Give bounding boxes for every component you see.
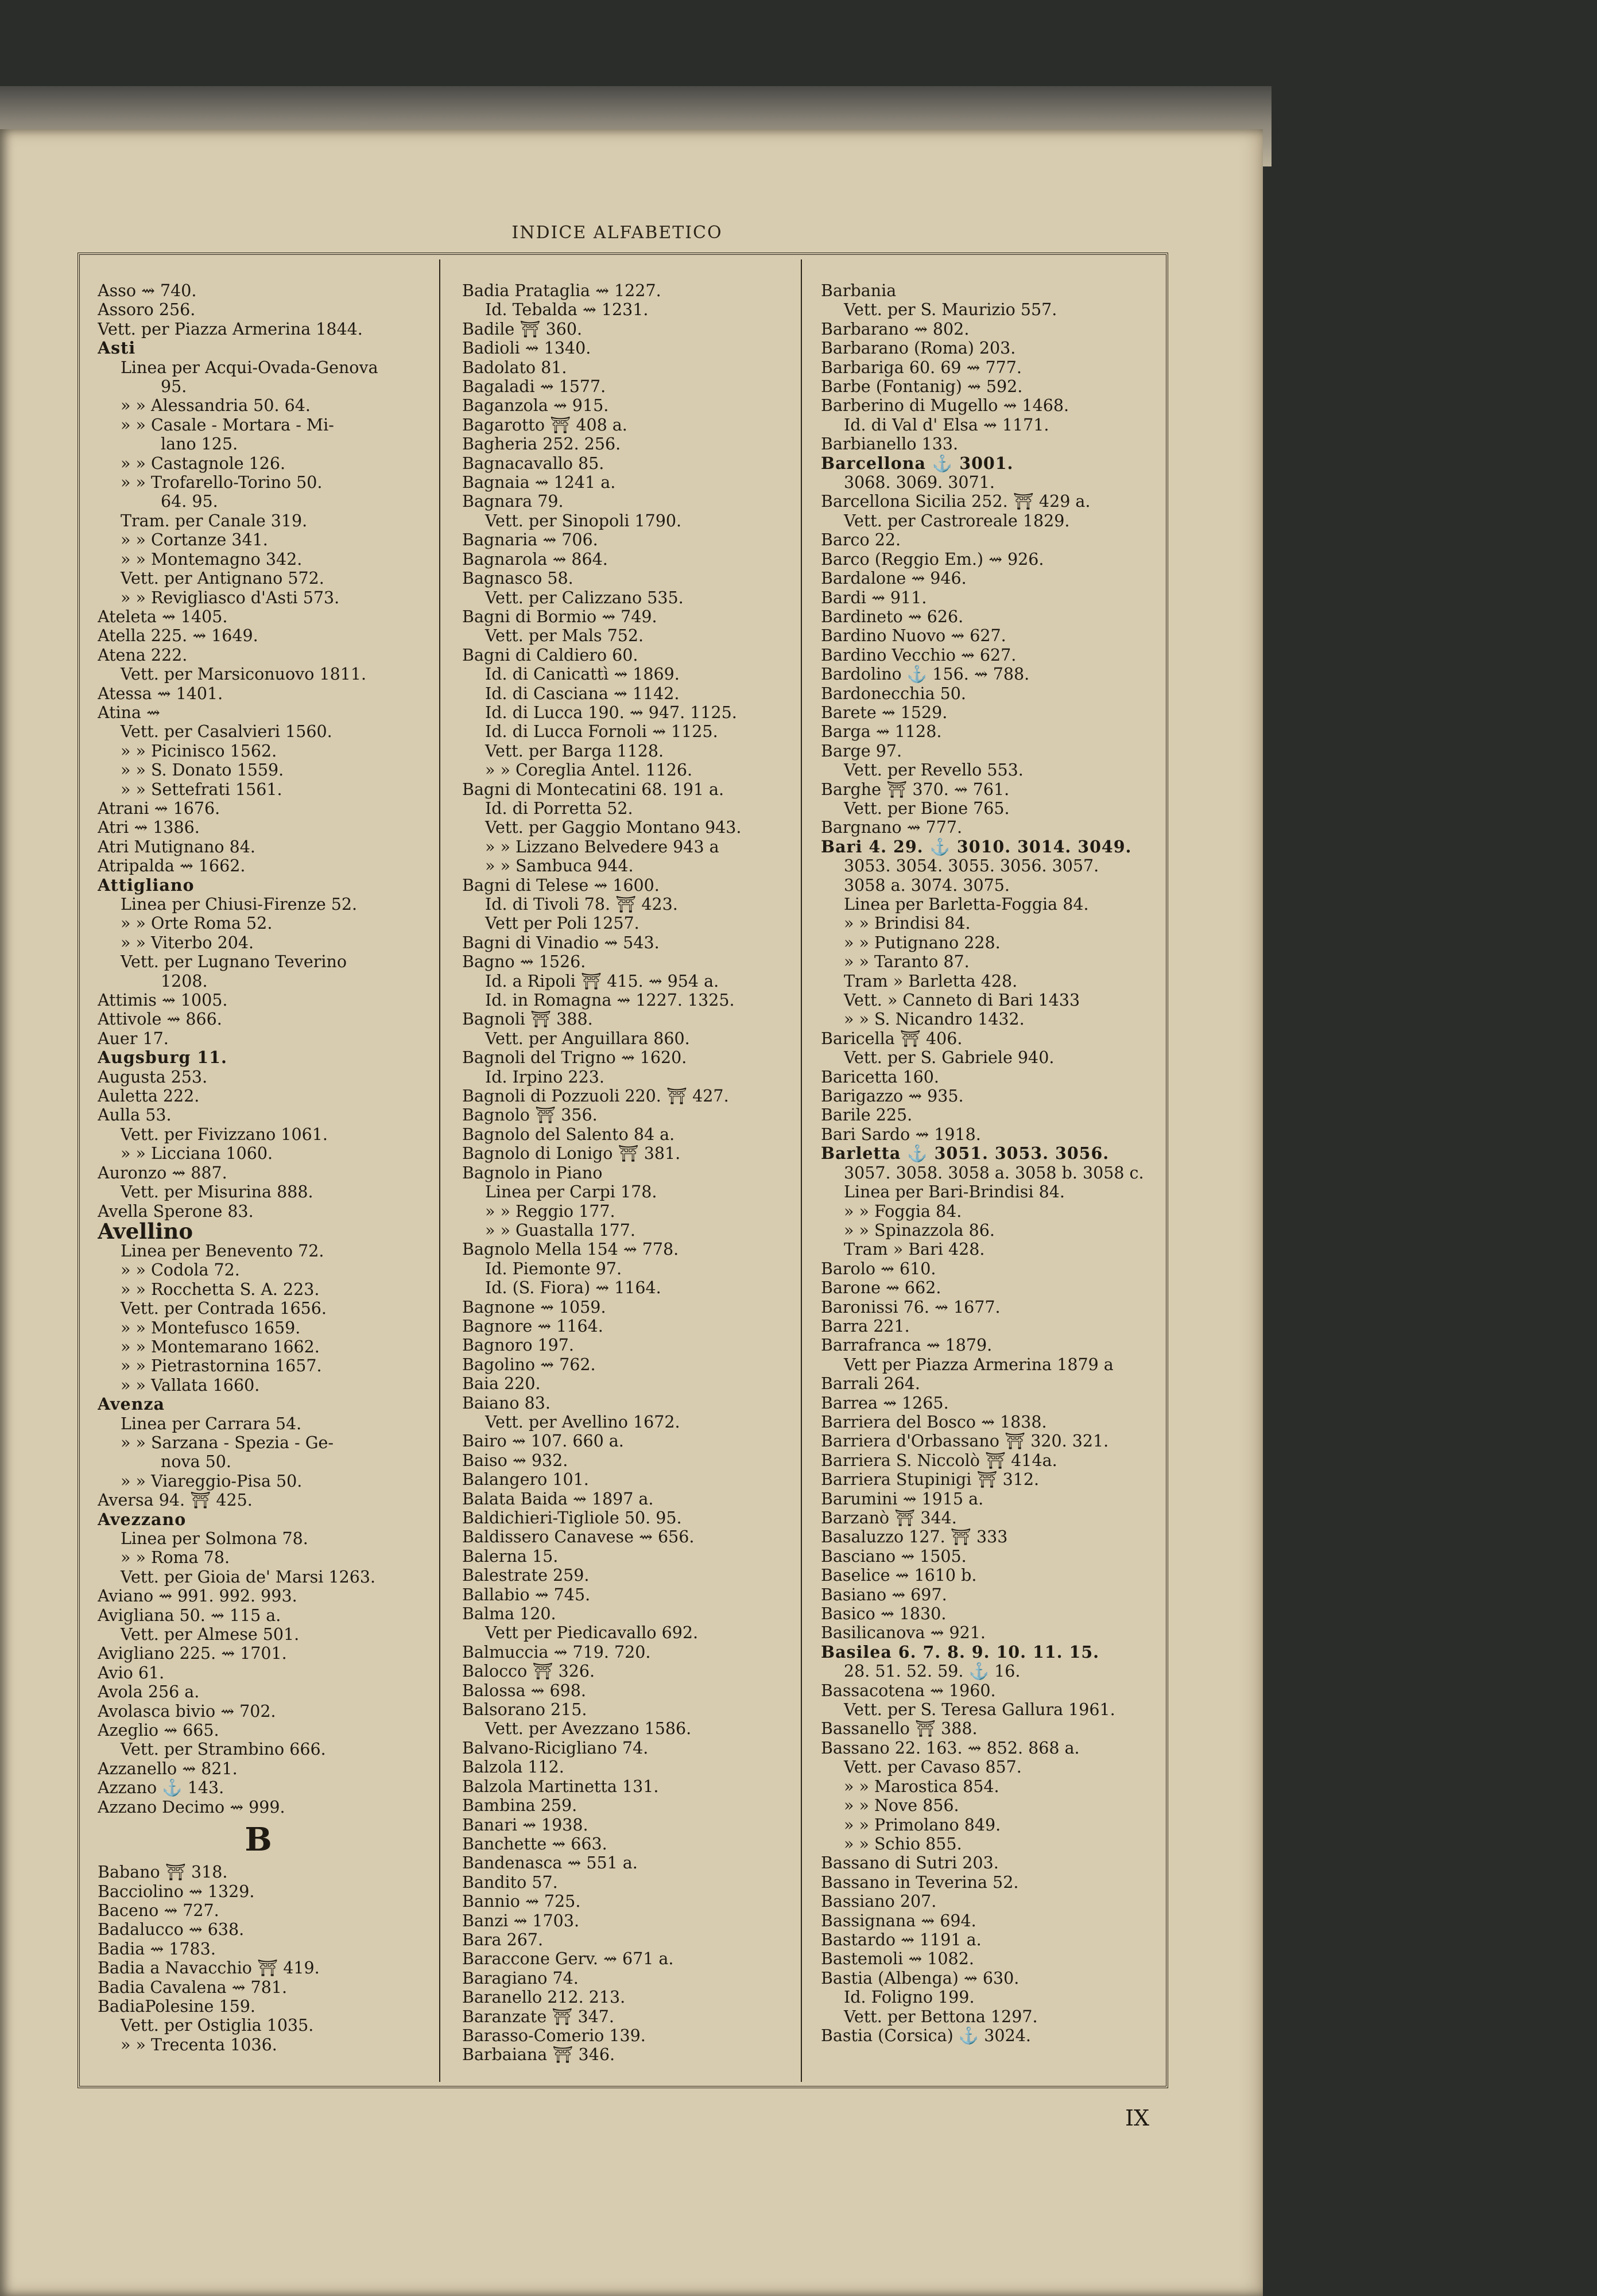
index-entry: Aulla 53. bbox=[98, 1106, 172, 1125]
index-entry: Vett. per Bione 765. bbox=[844, 798, 1010, 818]
index-entry: Basico ⇝ 1830. bbox=[821, 1604, 947, 1624]
index-entry: Barolo ⇝ 610. bbox=[821, 1259, 936, 1278]
index-entry: Badioli ⇝ 1340. bbox=[462, 339, 591, 358]
index-entry: Barco (Reggio Em.) ⇝ 926. bbox=[821, 549, 1044, 569]
index-entry: Bagnoli di Pozzuoli 220. ⛩ 427. bbox=[462, 1087, 729, 1106]
index-entry: Badile ⛩ 360. bbox=[462, 319, 583, 339]
index-entry: Tram » Bari 428. bbox=[844, 1240, 985, 1259]
index-entry: Basilicanova ⇝ 921. bbox=[821, 1623, 986, 1643]
index-entry: Baia 220. bbox=[462, 1374, 541, 1394]
index-entry: Baldichieri-Tigliole 50. 95. bbox=[462, 1508, 682, 1527]
index-entry: » » Pietrastornina 1657. bbox=[121, 1356, 322, 1376]
index-entry: Barriera Stupinigi ⛩ 312. bbox=[821, 1470, 1040, 1490]
index-entry: Id. di Canicattì ⇝ 1869. bbox=[485, 665, 680, 684]
index-entry: Vett. per Barga 1128. bbox=[485, 741, 664, 761]
index-entry: Atessa ⇝ 1401. bbox=[98, 684, 223, 703]
index-entry: Balmuccia ⇝ 719. 720. bbox=[462, 1642, 651, 1662]
index-entry: BadiaPolesine 159. bbox=[98, 1996, 255, 2016]
index-entry: Bagnolo ⛩ 356. bbox=[462, 1106, 598, 1125]
index-entry: Barasso-Comerio 139. bbox=[462, 2026, 646, 2045]
index-entry: Atri Mutignano 84. bbox=[98, 837, 255, 856]
index-entry: Barbariga 60. 69 ⇝ 777. bbox=[821, 358, 1022, 377]
index-entry: Bari Sardo ⇝ 1918. bbox=[821, 1124, 981, 1144]
index-entry: Badia Prataglia ⇝ 1227. bbox=[462, 281, 661, 300]
index-entry: Azeglio ⇝ 665. bbox=[98, 1721, 219, 1740]
index-entry: Bardonecchia 50. bbox=[821, 684, 966, 703]
index-entry: Barbaiana ⛩ 346. bbox=[462, 2045, 615, 2065]
index-entry: Bagarotto ⛩ 408 a. bbox=[462, 415, 627, 435]
index-entry: Vett. per Gaggio Montano 943. bbox=[485, 818, 742, 837]
index-entry: Bagheria 252. 256. bbox=[462, 435, 621, 454]
index-entry: Basilea 6. 7. 8. 9. 10. 11. 15. bbox=[821, 1642, 1100, 1662]
index-column-2 bbox=[462, 281, 807, 2065]
index-entry: Vett. per Contrada 1656. bbox=[121, 1299, 327, 1318]
index-entry: Barghe ⛩ 370. ⇝ 761. bbox=[821, 779, 1010, 799]
index-entry: » » Schio 855. bbox=[844, 1834, 962, 1853]
index-entry: Id. di Val d' Elsa ⇝ 1171. bbox=[844, 415, 1049, 435]
index-entry: Bastia (Corsica) ⚓ 3024. bbox=[821, 2026, 1031, 2045]
page-number: IX bbox=[1125, 2105, 1150, 2131]
index-entry: » » Trofarello-Torino 50. bbox=[121, 473, 323, 492]
index-entry: Babano ⛩ 318. bbox=[98, 1863, 228, 1882]
index-entry: » » Montemagno 342. bbox=[121, 549, 303, 569]
index-entry: Atina ⇝ bbox=[98, 703, 160, 722]
index-entry: Id. (S. Fiora) ⇝ 1164. bbox=[485, 1278, 661, 1298]
index-entry: Barcellona Sicilia 252. ⛩ 429 a. bbox=[821, 492, 1091, 511]
index-entry: Barigazzo ⇝ 935. bbox=[821, 1087, 964, 1106]
index-entry: Bagnolo Mella 154 ⇝ 778. bbox=[462, 1240, 679, 1259]
index-entry: Bandenasca ⇝ 551 a. bbox=[462, 1853, 638, 1873]
index-entry: Bagnore ⇝ 1164. bbox=[462, 1316, 603, 1336]
index-entry: Aversa 94. ⛩ 425. bbox=[98, 1491, 253, 1510]
index-entry: Bassiano 207. bbox=[821, 1892, 937, 1911]
index-entry: Bastardo ⇝ 1191 a. bbox=[821, 1930, 982, 1949]
index-entry: Barriera S. Niccolò ⛩ 414a. bbox=[821, 1450, 1057, 1470]
index-entry: Bagnoro 197. bbox=[462, 1336, 574, 1355]
index-entry: Avezzano bbox=[98, 1510, 187, 1529]
index-entry: » » Viareggio-Pisa 50. bbox=[121, 1471, 303, 1491]
index-entry: Auer 17. bbox=[98, 1029, 169, 1048]
index-entry: Barbania bbox=[821, 281, 897, 300]
index-entry: » » Picinisco 1562. bbox=[121, 741, 277, 761]
index-entry: Baselice ⇝ 1610 b. bbox=[821, 1566, 977, 1585]
index-entry: » » Sambuca 944. bbox=[485, 856, 634, 876]
index-entry: » » Guastalla 177. bbox=[485, 1220, 635, 1240]
index-entry: Barete ⇝ 1529. bbox=[821, 703, 948, 722]
index-entry: Assoro 256. bbox=[98, 300, 196, 320]
index-entry: Vett. per Piazza Armerina 1844. bbox=[98, 319, 363, 339]
index-entry: » » Cortanze 341. bbox=[121, 530, 268, 550]
index-entry: Barrali 264. bbox=[821, 1374, 920, 1394]
index-entry: Barile 225. bbox=[821, 1106, 913, 1125]
index-entry: Balsorano 215. bbox=[462, 1700, 587, 1720]
index-entry: Vett. per Avezzano 1586. bbox=[485, 1719, 692, 1739]
index-entry: Bari 4. 29. ⚓ 3010. 3014. 3049. bbox=[821, 837, 1132, 856]
index-entry: Bardi ⇝ 911. bbox=[821, 588, 927, 607]
index-entry: Basciano ⇝ 1505. bbox=[821, 1546, 967, 1566]
index-entry: Baranzate ⛩ 347. bbox=[462, 2007, 614, 2026]
index-entry: Bastia (Albenga) ⇝ 630. bbox=[821, 1968, 1020, 1988]
index-entry: Linea per Benevento 72. bbox=[121, 1241, 324, 1261]
index-entry: 95. bbox=[161, 377, 187, 397]
index-entry: Ballabio ⇝ 745. bbox=[462, 1585, 591, 1604]
index-entry: Banchette ⇝ 663. bbox=[462, 1834, 607, 1853]
index-entry: Bardino Nuovo ⇝ 627. bbox=[821, 626, 1006, 646]
index-entry: Avellino bbox=[98, 1220, 193, 1242]
index-entry: Barriera d'Orbassano ⛩ 320. 321. bbox=[821, 1432, 1109, 1451]
index-entry: Barra 221. bbox=[821, 1316, 910, 1336]
index-entry: Bagnolo in Piano bbox=[462, 1163, 603, 1182]
index-entry: Vett. per Sinopoli 1790. bbox=[485, 511, 682, 530]
index-entry: Avigliana 50. ⇝ 115 a. bbox=[98, 1605, 281, 1625]
index-entry: Vett. per S. Teresa Gallura 1961. bbox=[844, 1700, 1115, 1720]
index-entry: Azzanello ⇝ 821. bbox=[98, 1759, 238, 1778]
index-entry: Bagni di Montecatini 68. 191 a. bbox=[462, 779, 724, 799]
index-entry: Bassanello ⛩ 388. bbox=[821, 1719, 978, 1739]
index-entry: Asti bbox=[98, 339, 136, 358]
index-entry: Baraccone Gerv. ⇝ 671 a. bbox=[462, 1949, 674, 1969]
index-entry: Avolasca bivio ⇝ 702. bbox=[98, 1701, 276, 1721]
index-entry: Id. di Porretta 52. bbox=[485, 798, 633, 818]
index-entry: Barzanò ⛩ 344. bbox=[821, 1508, 957, 1527]
index-entry: Baceno ⇝ 727. bbox=[98, 1901, 219, 1920]
index-entry: » » S. Nicandro 1432. bbox=[844, 1010, 1025, 1029]
index-entry: Vett per Poli 1257. bbox=[485, 914, 639, 933]
index-entry: Vett. per Lugnano Teverino bbox=[121, 952, 347, 972]
index-entry: Barga ⇝ 1128. bbox=[821, 722, 942, 742]
index-entry: Asso ⇝ 740. bbox=[98, 281, 197, 300]
index-entry: Vett. per Castroreale 1829. bbox=[844, 511, 1070, 530]
index-entry: Id. di Lucca Fornoli ⇝ 1125. bbox=[485, 722, 718, 742]
index-entry: Linea per Carrara 54. bbox=[121, 1414, 302, 1433]
index-entry: Aviano ⇝ 991. 992. 993. bbox=[98, 1587, 297, 1606]
index-entry: Banari ⇝ 1938. bbox=[462, 1815, 588, 1835]
index-entry: Baricetta 160. bbox=[821, 1067, 939, 1087]
index-entry: Baragiano 74. bbox=[462, 1968, 579, 1988]
index-entry: Baiano 83. bbox=[462, 1393, 551, 1413]
index-entry: Attivole ⇝ 866. bbox=[98, 1010, 222, 1029]
index-entry: Balestrate 259. bbox=[462, 1566, 590, 1585]
index-entry: Id. Irpino 223. bbox=[485, 1067, 604, 1087]
index-entry: Vett. per Strambino 666. bbox=[121, 1740, 326, 1759]
index-entry: Linea per Acqui-Ovada-Genova bbox=[121, 358, 378, 377]
index-entry: Baiso ⇝ 932. bbox=[462, 1450, 568, 1470]
index-entry: Bardalone ⇝ 946. bbox=[821, 569, 967, 588]
index-entry: Badia a Navacchio ⛩ 419. bbox=[98, 1958, 320, 1978]
index-entry: Bassano di Sutri 203. bbox=[821, 1853, 999, 1873]
index-entry: Atrani ⇝ 1676. bbox=[98, 798, 220, 818]
index-entry: Linea per Carpi 178. bbox=[485, 1182, 657, 1202]
index-entry: Basiano ⇝ 697. bbox=[821, 1585, 947, 1604]
index-entry: Atena 222. bbox=[98, 645, 188, 665]
index-entry: Bandito 57. bbox=[462, 1872, 558, 1892]
index-entry: » » Montemarano 1662. bbox=[121, 1337, 320, 1356]
index-entry: Bagni di Telese ⇝ 1600. bbox=[462, 875, 660, 895]
index-entry: Atripalda ⇝ 1662. bbox=[98, 856, 246, 876]
index-entry: Tram » Barletta 428. bbox=[844, 971, 1018, 991]
index-entry: 3057. 3058. 3058 a. 3058 b. 3058 c. bbox=[844, 1163, 1144, 1182]
index-entry: Barletta ⚓ 3051. 3053. 3056. bbox=[821, 1144, 1110, 1163]
index-entry: » » Settefrati 1561. bbox=[121, 779, 282, 799]
index-entry: » » Casale - Mortara - Mi- bbox=[121, 415, 334, 435]
index-entry: Vett. per Anguillara 860. bbox=[485, 1029, 690, 1048]
index-entry: » » Coreglia Antel. 1126. bbox=[485, 761, 693, 780]
index-entry: Bagnarola ⇝ 864. bbox=[462, 549, 608, 569]
index-entry: » » Viterbo 204. bbox=[121, 933, 254, 952]
index-entry: » » Lizzano Belvedere 943 a bbox=[485, 837, 719, 856]
index-entry: » » Sarzana - Spezia - Ge- bbox=[121, 1433, 334, 1452]
index-entry: Badolato 81. bbox=[462, 358, 567, 377]
index-entry: Bagolino ⇝ 762. bbox=[462, 1355, 596, 1374]
index-entry: » » Reggio 177. bbox=[485, 1201, 615, 1221]
index-entry: Vett. per Marsiconuovo 1811. bbox=[121, 665, 367, 684]
index-entry: » » Alessandria 50. 64. bbox=[121, 396, 311, 416]
index-entry: Baranello 212. 213. bbox=[462, 1988, 626, 2007]
index-entry: Barco 22. bbox=[821, 530, 901, 550]
index-entry: Bagnaia ⇝ 1241 a. bbox=[462, 473, 616, 492]
index-entry: » » Rocchetta S. A. 223. bbox=[121, 1279, 320, 1299]
index-entry: Bagnara 79. bbox=[462, 492, 564, 511]
index-entry: Bagni di Caldiero 60. bbox=[462, 645, 638, 665]
index-entry: Avella Sperone 83. bbox=[98, 1201, 254, 1221]
index-entry: Vett. per Fivizzano 1061. bbox=[121, 1124, 328, 1144]
index-entry: Bagnolo di Lonigo ⛩ 381. bbox=[462, 1144, 681, 1163]
index-entry: Bagnoli ⛩ 388. bbox=[462, 1010, 593, 1029]
index-entry: Vett per Piedicavallo 692. bbox=[485, 1623, 699, 1643]
index-entry: Balzola Martinetta 131. bbox=[462, 1777, 659, 1796]
index-entry: » » Taranto 87. bbox=[844, 952, 970, 972]
index-entry: » » Roma 78. bbox=[121, 1548, 230, 1568]
index-entry: Ateleta ⇝ 1405. bbox=[98, 607, 228, 626]
index-entry: 3068. 3069. 3071. bbox=[844, 473, 995, 492]
index-entry: Barone ⇝ 662. bbox=[821, 1278, 941, 1298]
index-entry: 28. 51. 52. 59. ⚓ 16. bbox=[844, 1662, 1021, 1681]
index-entry: Id. Piemonte 97. bbox=[485, 1259, 622, 1278]
index-entry: Auronzo ⇝ 887. bbox=[98, 1163, 227, 1182]
index-entry: Bassacotena ⇝ 1960. bbox=[821, 1681, 996, 1700]
index-entry: Vett. per Antignano 572. bbox=[121, 569, 324, 588]
index-entry: Bassano 22. 163. ⇝ 852. 868 a. bbox=[821, 1738, 1080, 1758]
index-entry: Vett. per Ostiglia 1035. bbox=[121, 2016, 314, 2035]
index-entry: Id. Tebalda ⇝ 1231. bbox=[485, 300, 649, 320]
index-entry: Linea per Solmona 78. bbox=[121, 1529, 308, 1548]
index-entry: Balvano-Ricigliano 74. bbox=[462, 1738, 649, 1758]
index-entry: Linea per Barletta-Foggia 84. bbox=[844, 895, 1089, 914]
index-entry: Bagnone ⇝ 1059. bbox=[462, 1297, 606, 1317]
index-entry: Azzano ⚓ 143. bbox=[98, 1778, 224, 1798]
index-entry: Barrea ⇝ 1265. bbox=[821, 1393, 949, 1413]
index-entry: Bagnaria ⇝ 706. bbox=[462, 530, 598, 550]
index-entry: » » S. Donato 1559. bbox=[121, 761, 284, 780]
index-entry: Bara 267. bbox=[462, 1930, 544, 1949]
index-entry: Atri ⇝ 1386. bbox=[98, 818, 200, 837]
index-entry: » » Foggia 84. bbox=[844, 1201, 962, 1221]
index-entry: 3053. 3054. 3055. 3056. 3057. bbox=[844, 856, 1099, 876]
index-entry: Azzano Decimo ⇝ 999. bbox=[98, 1797, 285, 1817]
index-entry: » » Nove 856. bbox=[844, 1796, 959, 1816]
index-entry: Augsburg 11. bbox=[98, 1048, 227, 1068]
index-entry: Id. di Tivoli 78. ⛩ 423. bbox=[485, 895, 678, 914]
index-entry: Augusta 253. bbox=[98, 1067, 208, 1087]
index-entry: » » Orte Roma 52. bbox=[121, 914, 273, 933]
index-entry: Vett per Piazza Armerina 1879 a bbox=[844, 1355, 1114, 1374]
index-entry: Attimis ⇝ 1005. bbox=[98, 991, 228, 1010]
index-entry: Auletta 222. bbox=[98, 1087, 200, 1106]
index-entry: Bagnasco 58. bbox=[462, 569, 573, 588]
index-entry: Bardineto ⇝ 626. bbox=[821, 607, 964, 626]
index-entry: » » Vallata 1660. bbox=[121, 1375, 260, 1395]
index-entry: Vett. per Gioia de' Marsi 1263. bbox=[121, 1567, 376, 1587]
index-entry: » » Montefusco 1659. bbox=[121, 1318, 301, 1337]
index-entry: Barge 97. bbox=[821, 741, 902, 761]
index-entry: Balata Baida ⇝ 1897 a. bbox=[462, 1489, 654, 1508]
index-entry: Linea per Bari-Brindisi 84. bbox=[844, 1182, 1065, 1202]
section-letter: B bbox=[245, 1821, 272, 1859]
index-entry: Bassano in Teverina 52. bbox=[821, 1872, 1019, 1892]
page-title: INDICE ALFABETICO bbox=[511, 223, 723, 243]
index-entry: Bastemoli ⇝ 1082. bbox=[821, 1949, 974, 1969]
index-entry: » » Spinazzola 86. bbox=[844, 1220, 995, 1240]
index-entry: Bassignana ⇝ 694. bbox=[821, 1911, 976, 1930]
index-entry: lano 125. bbox=[161, 435, 238, 454]
index-entry: Id. in Romagna ⇝ 1227. 1325. bbox=[485, 991, 735, 1010]
index-entry: Bambina 259. bbox=[462, 1796, 577, 1816]
index-entry: Bagni di Bormio ⇝ 749. bbox=[462, 607, 657, 626]
index-entry: » » Primolano 849. bbox=[844, 1815, 1001, 1835]
index-entry: » » Codola 72. bbox=[121, 1261, 240, 1280]
index-entry: Baganzola ⇝ 915. bbox=[462, 396, 609, 416]
index-entry: Vett. per Almese 501. bbox=[121, 1625, 300, 1645]
index-entry: » » Putignano 228. bbox=[844, 933, 1001, 952]
index-entry: Baronissi 76. ⇝ 1677. bbox=[821, 1297, 1001, 1317]
index-entry: Baricella ⛩ 406. bbox=[821, 1029, 963, 1048]
index-entry: Basaluzzo 127. ⛩ 333 bbox=[821, 1527, 1008, 1547]
index-entry: Linea per Chiusi-Firenze 52. bbox=[121, 895, 358, 914]
index-entry: 1208. bbox=[161, 971, 208, 991]
index-entry: Badalucco ⇝ 638. bbox=[98, 1920, 245, 1940]
index-entry: Badia Cavalena ⇝ 781. bbox=[98, 1977, 288, 1997]
index-entry: Bagnacavallo 85. bbox=[462, 453, 604, 473]
index-entry: Badia ⇝ 1783. bbox=[98, 1939, 216, 1958]
index-entry: Vett. per Bettona 1297. bbox=[844, 2007, 1038, 2026]
index-entry: Balerna 15. bbox=[462, 1546, 559, 1566]
index-entry: Barbarano ⇝ 802. bbox=[821, 319, 970, 339]
index-entry: Bagnolo del Salento 84 a. bbox=[462, 1124, 675, 1144]
index-entry: Barberino di Mugello ⇝ 1468. bbox=[821, 396, 1069, 416]
index-entry: Balzola 112. bbox=[462, 1758, 564, 1777]
index-entry: Bacciolino ⇝ 1329. bbox=[98, 1882, 255, 1901]
index-entry: Vett. » Canneto di Bari 1433 bbox=[844, 991, 1080, 1010]
index-entry: Vett. per Mals 752. bbox=[485, 626, 644, 646]
index-entry: Vett. per S. Maurizio 557. bbox=[844, 300, 1057, 320]
index-entry: Baldissero Canavese ⇝ 656. bbox=[462, 1527, 695, 1547]
index-entry: Vett. per Cavaso 857. bbox=[844, 1758, 1022, 1777]
index-entry: Banzi ⇝ 1703. bbox=[462, 1911, 580, 1930]
index-entry: Balocco ⛩ 326. bbox=[462, 1662, 595, 1681]
index-entry: Balossa ⇝ 698. bbox=[462, 1681, 586, 1700]
index-entry: Vett. per S. Gabriele 940. bbox=[844, 1048, 1055, 1068]
index-entry: Avenza bbox=[98, 1395, 165, 1414]
index-entry: 3058 a. 3074. 3075. bbox=[844, 875, 1010, 895]
index-entry: Barumini ⇝ 1915 a. bbox=[821, 1489, 984, 1508]
index-entry: Vett. per Misurina 888. bbox=[121, 1182, 313, 1202]
index-entry: Barbianello 133. bbox=[821, 435, 959, 454]
index-entry: Balma 120. bbox=[462, 1604, 556, 1624]
index-entry: Barrafranca ⇝ 1879. bbox=[821, 1336, 993, 1355]
index-entry: Avio 61. bbox=[98, 1663, 165, 1682]
index-entry: Avola 256 a. bbox=[98, 1682, 200, 1702]
index-entry: Barriera del Bosco ⇝ 1838. bbox=[821, 1412, 1047, 1432]
index-entry: Attigliano bbox=[98, 875, 195, 895]
index-entry: Barcellona ⚓ 3001. bbox=[821, 453, 1014, 473]
index-entry: Bardino Vecchio ⇝ 627. bbox=[821, 645, 1017, 665]
index-column-1 bbox=[98, 281, 442, 2054]
index-entry: » » Licciana 1060. bbox=[121, 1144, 273, 1163]
index-entry: Vett. per Revello 553. bbox=[844, 761, 1024, 780]
index-entry: Bagaladi ⇝ 1577. bbox=[462, 377, 606, 397]
index-entry: Id. Foligno 199. bbox=[844, 1988, 975, 2007]
index-entry: 64. 95. bbox=[161, 492, 218, 511]
index-entry: » » Revigliasco d'Asti 573. bbox=[121, 588, 340, 607]
index-entry: Id. di Casciana ⇝ 1142. bbox=[485, 684, 680, 703]
index-entry: Bagno ⇝ 1526. bbox=[462, 952, 586, 972]
index-entry: Id. a Ripoli ⛩ 415. ⇝ 954 a. bbox=[485, 971, 719, 991]
index-entry: Bagnoli del Trigno ⇝ 1620. bbox=[462, 1048, 687, 1068]
index-entry: Barbe (Fontanig) ⇝ 592. bbox=[821, 377, 1023, 397]
index-entry: » » Marostica 854. bbox=[844, 1777, 999, 1796]
index-entry: Avigliano 225. ⇝ 1701. bbox=[98, 1644, 287, 1663]
index-entry: » » Brindisi 84. bbox=[844, 914, 971, 933]
index-entry: Bairo ⇝ 107. 660 a. bbox=[462, 1432, 624, 1451]
index-entry: Bargnano ⇝ 777. bbox=[821, 818, 963, 837]
index-entry: Vett. per Calizzano 535. bbox=[485, 588, 684, 607]
index-entry: Atella 225. ⇝ 1649. bbox=[98, 626, 258, 646]
index-entry: Barbarano (Roma) 203. bbox=[821, 339, 1016, 358]
index-entry: » » Castagnole 126. bbox=[121, 453, 286, 473]
index-column-3 bbox=[821, 281, 1165, 2045]
index-entry: Bagni di Vinadio ⇝ 543. bbox=[462, 933, 660, 952]
index-entry: nova 50. bbox=[161, 1452, 231, 1472]
index-entry: Tram. per Canale 319. bbox=[121, 511, 308, 530]
index-entry: Vett. per Casalvieri 1560. bbox=[121, 722, 332, 742]
index-entry: » » Trecenta 1036. bbox=[121, 2035, 277, 2054]
index-entry: Id. di Lucca 190. ⇝ 947. 1125. bbox=[485, 703, 737, 722]
index-entry: Bardolino ⚓ 156. ⇝ 788. bbox=[821, 665, 1030, 684]
index-entry: Bannio ⇝ 725. bbox=[462, 1892, 581, 1911]
index-entry: Vett. per Avellino 1672. bbox=[485, 1412, 680, 1432]
index-entry: Balangero 101. bbox=[462, 1470, 589, 1490]
